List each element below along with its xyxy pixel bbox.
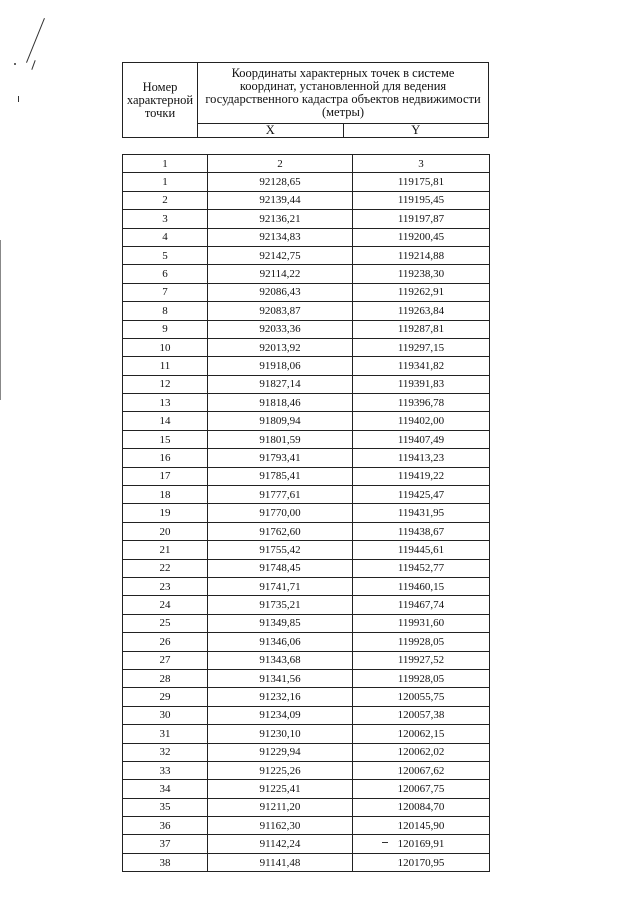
x-coordinate-cell: 91777,61 <box>208 486 353 504</box>
table-row <box>123 651 490 669</box>
y-coordinate-cell: 119407,49 <box>353 430 490 448</box>
x-coordinate-cell: 91162,30 <box>208 817 353 835</box>
x-coordinate-cell: 91918,06 <box>208 357 353 375</box>
y-coordinate-cell: 119452,77 <box>353 559 490 577</box>
point-number-cell: 18 <box>123 486 208 504</box>
x-coordinate-cell: 91234,09 <box>208 706 353 724</box>
table-row <box>123 798 490 816</box>
point-number-cell: 34 <box>123 780 208 798</box>
y-coordinate-cell: 119413,23 <box>353 449 490 467</box>
x-coordinate-cell: 92128,65 <box>208 173 353 191</box>
x-coordinate-cell: 91755,42 <box>208 541 353 559</box>
point-number-header: Номер характерной точки <box>123 63 198 138</box>
y-coordinate-cell: 119195,45 <box>353 191 490 209</box>
y-coordinate-cell: 120062,02 <box>353 743 490 761</box>
x-coordinate-cell: 91225,26 <box>208 761 353 779</box>
table-row <box>123 246 490 264</box>
table-row <box>123 265 490 283</box>
x-coordinate-cell: 92114,22 <box>208 265 353 283</box>
y-coordinate-cell: 119263,84 <box>353 302 490 320</box>
point-number-cell: 27 <box>123 651 208 669</box>
x-coordinate-cell: 91230,10 <box>208 725 353 743</box>
y-coordinate-cell: 120145,90 <box>353 817 490 835</box>
table-row <box>123 688 490 706</box>
y-coordinate-cell: 119262,91 <box>353 283 490 301</box>
column-number: 3 <box>353 155 490 173</box>
point-number-cell: 32 <box>123 743 208 761</box>
point-number-cell: 9 <box>123 320 208 338</box>
table-row <box>123 761 490 779</box>
y-coordinate-cell: 119175,81 <box>353 173 490 191</box>
point-number-cell: 12 <box>123 375 208 393</box>
table-row <box>123 412 490 430</box>
point-number-cell: 1 <box>123 173 208 191</box>
y-coordinate-cell: 119297,15 <box>353 338 490 356</box>
point-number-cell: 23 <box>123 577 208 595</box>
y-coordinate-cell: 119214,88 <box>353 246 490 264</box>
point-number-cell: 20 <box>123 522 208 540</box>
coordinates-header: Координаты характерных точек в системе координат, установленной для ведения государственного кадастра объектов недвижимости (метры) <box>198 63 489 124</box>
scan-mark <box>14 63 16 65</box>
y-coordinate-cell: 119438,67 <box>353 522 490 540</box>
x-coordinate-cell: 91735,21 <box>208 596 353 614</box>
table-row <box>123 283 490 301</box>
point-number-cell: 38 <box>123 853 208 871</box>
y-coordinate-cell: 119396,78 <box>353 394 490 412</box>
y-coordinate-cell: 119287,81 <box>353 320 490 338</box>
coordinates-table <box>122 154 490 872</box>
scan-mark <box>26 18 45 63</box>
x-coordinate-cell: 91225,41 <box>208 780 353 798</box>
table-row <box>123 173 490 191</box>
table-row <box>123 394 490 412</box>
y-coordinate-cell: 119928,05 <box>353 669 490 687</box>
x-coordinate-cell: 92134,83 <box>208 228 353 246</box>
x-coordinate-cell: 91793,41 <box>208 449 353 467</box>
point-number-cell: 24 <box>123 596 208 614</box>
table-row <box>123 449 490 467</box>
x-coordinate-cell: 91229,94 <box>208 743 353 761</box>
table-row <box>123 743 490 761</box>
point-number-cell: 4 <box>123 228 208 246</box>
y-coordinate-cell: 119425,47 <box>353 486 490 504</box>
point-number-cell: 37 <box>123 835 208 853</box>
x-coordinate-cell: 91141,48 <box>208 853 353 871</box>
point-number-cell: 19 <box>123 504 208 522</box>
point-number-cell: 29 <box>123 688 208 706</box>
point-number-cell: 25 <box>123 614 208 632</box>
x-coordinate-cell: 91341,56 <box>208 669 353 687</box>
coordinates-table-body <box>123 155 490 872</box>
point-number-cell: 28 <box>123 669 208 687</box>
x-coordinate-cell: 92083,87 <box>208 302 353 320</box>
point-number-cell: 8 <box>123 302 208 320</box>
x-coordinate-cell: 92086,43 <box>208 283 353 301</box>
x-coordinate-cell: 91827,14 <box>208 375 353 393</box>
table-row <box>123 559 490 577</box>
table-row <box>123 725 490 743</box>
y-coordinate-cell: 119238,30 <box>353 265 490 283</box>
point-number-cell: 6 <box>123 265 208 283</box>
table-row <box>123 577 490 595</box>
point-number-cell: 5 <box>123 246 208 264</box>
x-coordinate-cell: 91349,85 <box>208 614 353 632</box>
table-row <box>123 228 490 246</box>
y-coordinate-cell: 120084,70 <box>353 798 490 816</box>
point-number-cell: 22 <box>123 559 208 577</box>
table-row <box>123 210 490 228</box>
table-row <box>123 504 490 522</box>
x-coordinate-cell: 91741,71 <box>208 577 353 595</box>
table-row <box>123 338 490 356</box>
x-axis-header: X <box>198 124 344 138</box>
point-number-cell: 36 <box>123 817 208 835</box>
x-coordinate-cell: 91211,20 <box>208 798 353 816</box>
x-coordinate-cell: 91232,16 <box>208 688 353 706</box>
table-row <box>123 633 490 651</box>
x-coordinate-cell: 91770,00 <box>208 504 353 522</box>
column-number: 1 <box>123 155 208 173</box>
y-coordinate-cell: 119445,61 <box>353 541 490 559</box>
scan-mark <box>18 96 19 102</box>
y-coordinate-cell: 119931,60 <box>353 614 490 632</box>
table-row <box>123 614 490 632</box>
table-row <box>123 320 490 338</box>
table-row <box>123 835 490 853</box>
point-number-cell: 35 <box>123 798 208 816</box>
x-coordinate-cell: 91818,46 <box>208 394 353 412</box>
y-coordinate-cell: 120055,75 <box>353 688 490 706</box>
x-coordinate-cell: 92013,92 <box>208 338 353 356</box>
y-coordinate-cell: 119927,52 <box>353 651 490 669</box>
x-coordinate-cell: 91142,24 <box>208 835 353 853</box>
table-row <box>123 191 490 209</box>
y-coordinate-cell: 119391,83 <box>353 375 490 393</box>
y-coordinate-cell: 119431,95 <box>353 504 490 522</box>
x-coordinate-cell: 92033,36 <box>208 320 353 338</box>
point-number-cell: 3 <box>123 210 208 228</box>
point-number-cell: 11 <box>123 357 208 375</box>
x-coordinate-cell: 91343,68 <box>208 651 353 669</box>
y-coordinate-cell: 119200,45 <box>353 228 490 246</box>
y-coordinate-cell: 119460,15 <box>353 577 490 595</box>
point-number-cell: 30 <box>123 706 208 724</box>
x-coordinate-cell: 91762,60 <box>208 522 353 540</box>
table-row <box>123 357 490 375</box>
scan-mark <box>0 240 1 400</box>
x-coordinate-cell: 91785,41 <box>208 467 353 485</box>
x-coordinate-cell: 92136,21 <box>208 210 353 228</box>
y-coordinate-cell: 120057,38 <box>353 706 490 724</box>
table-row <box>123 596 490 614</box>
table-row <box>123 541 490 559</box>
table-row <box>123 486 490 504</box>
y-coordinate-cell: 119928,05 <box>353 633 490 651</box>
y-coordinate-cell: 120062,15 <box>353 725 490 743</box>
point-number-cell: 21 <box>123 541 208 559</box>
table-row <box>123 467 490 485</box>
y-coordinate-cell: 120067,62 <box>353 761 490 779</box>
table-row <box>123 853 490 871</box>
point-number-cell: 33 <box>123 761 208 779</box>
x-coordinate-cell: 91346,06 <box>208 633 353 651</box>
y-coordinate-cell: 120067,75 <box>353 780 490 798</box>
y-coordinate-cell: 120170,95 <box>353 853 490 871</box>
point-number-cell: 7 <box>123 283 208 301</box>
y-coordinate-cell: 119341,82 <box>353 357 490 375</box>
table-row <box>123 669 490 687</box>
point-number-cell: 13 <box>123 394 208 412</box>
scan-mark <box>31 60 35 70</box>
x-coordinate-cell: 91809,94 <box>208 412 353 430</box>
x-coordinate-cell: 92142,75 <box>208 246 353 264</box>
table-row <box>123 817 490 835</box>
y-coordinate-cell: 119197,87 <box>353 210 490 228</box>
table-row <box>123 430 490 448</box>
point-number-cell: 15 <box>123 430 208 448</box>
point-number-cell: 10 <box>123 338 208 356</box>
x-coordinate-cell: 92139,44 <box>208 191 353 209</box>
column-numbers-row <box>123 155 490 173</box>
y-coordinate-cell: 120169,91 <box>353 835 490 853</box>
point-number-cell: 2 <box>123 191 208 209</box>
table-row <box>123 522 490 540</box>
table-row <box>123 706 490 724</box>
y-axis-header: Y <box>343 124 489 138</box>
point-number-cell: 14 <box>123 412 208 430</box>
table-row <box>123 375 490 393</box>
y-coordinate-cell: 119467,74 <box>353 596 490 614</box>
table-row <box>123 780 490 798</box>
y-coordinate-cell: 119402,00 <box>353 412 490 430</box>
x-coordinate-cell: 91801,59 <box>208 430 353 448</box>
y-coordinate-cell: 119419,22 <box>353 467 490 485</box>
table-row <box>123 302 490 320</box>
point-number-cell: 17 <box>123 467 208 485</box>
point-number-cell: 26 <box>123 633 208 651</box>
x-coordinate-cell: 91748,45 <box>208 559 353 577</box>
point-number-cell: 16 <box>123 449 208 467</box>
point-number-cell: 31 <box>123 725 208 743</box>
column-number: 2 <box>208 155 353 173</box>
header-table <box>122 62 489 138</box>
